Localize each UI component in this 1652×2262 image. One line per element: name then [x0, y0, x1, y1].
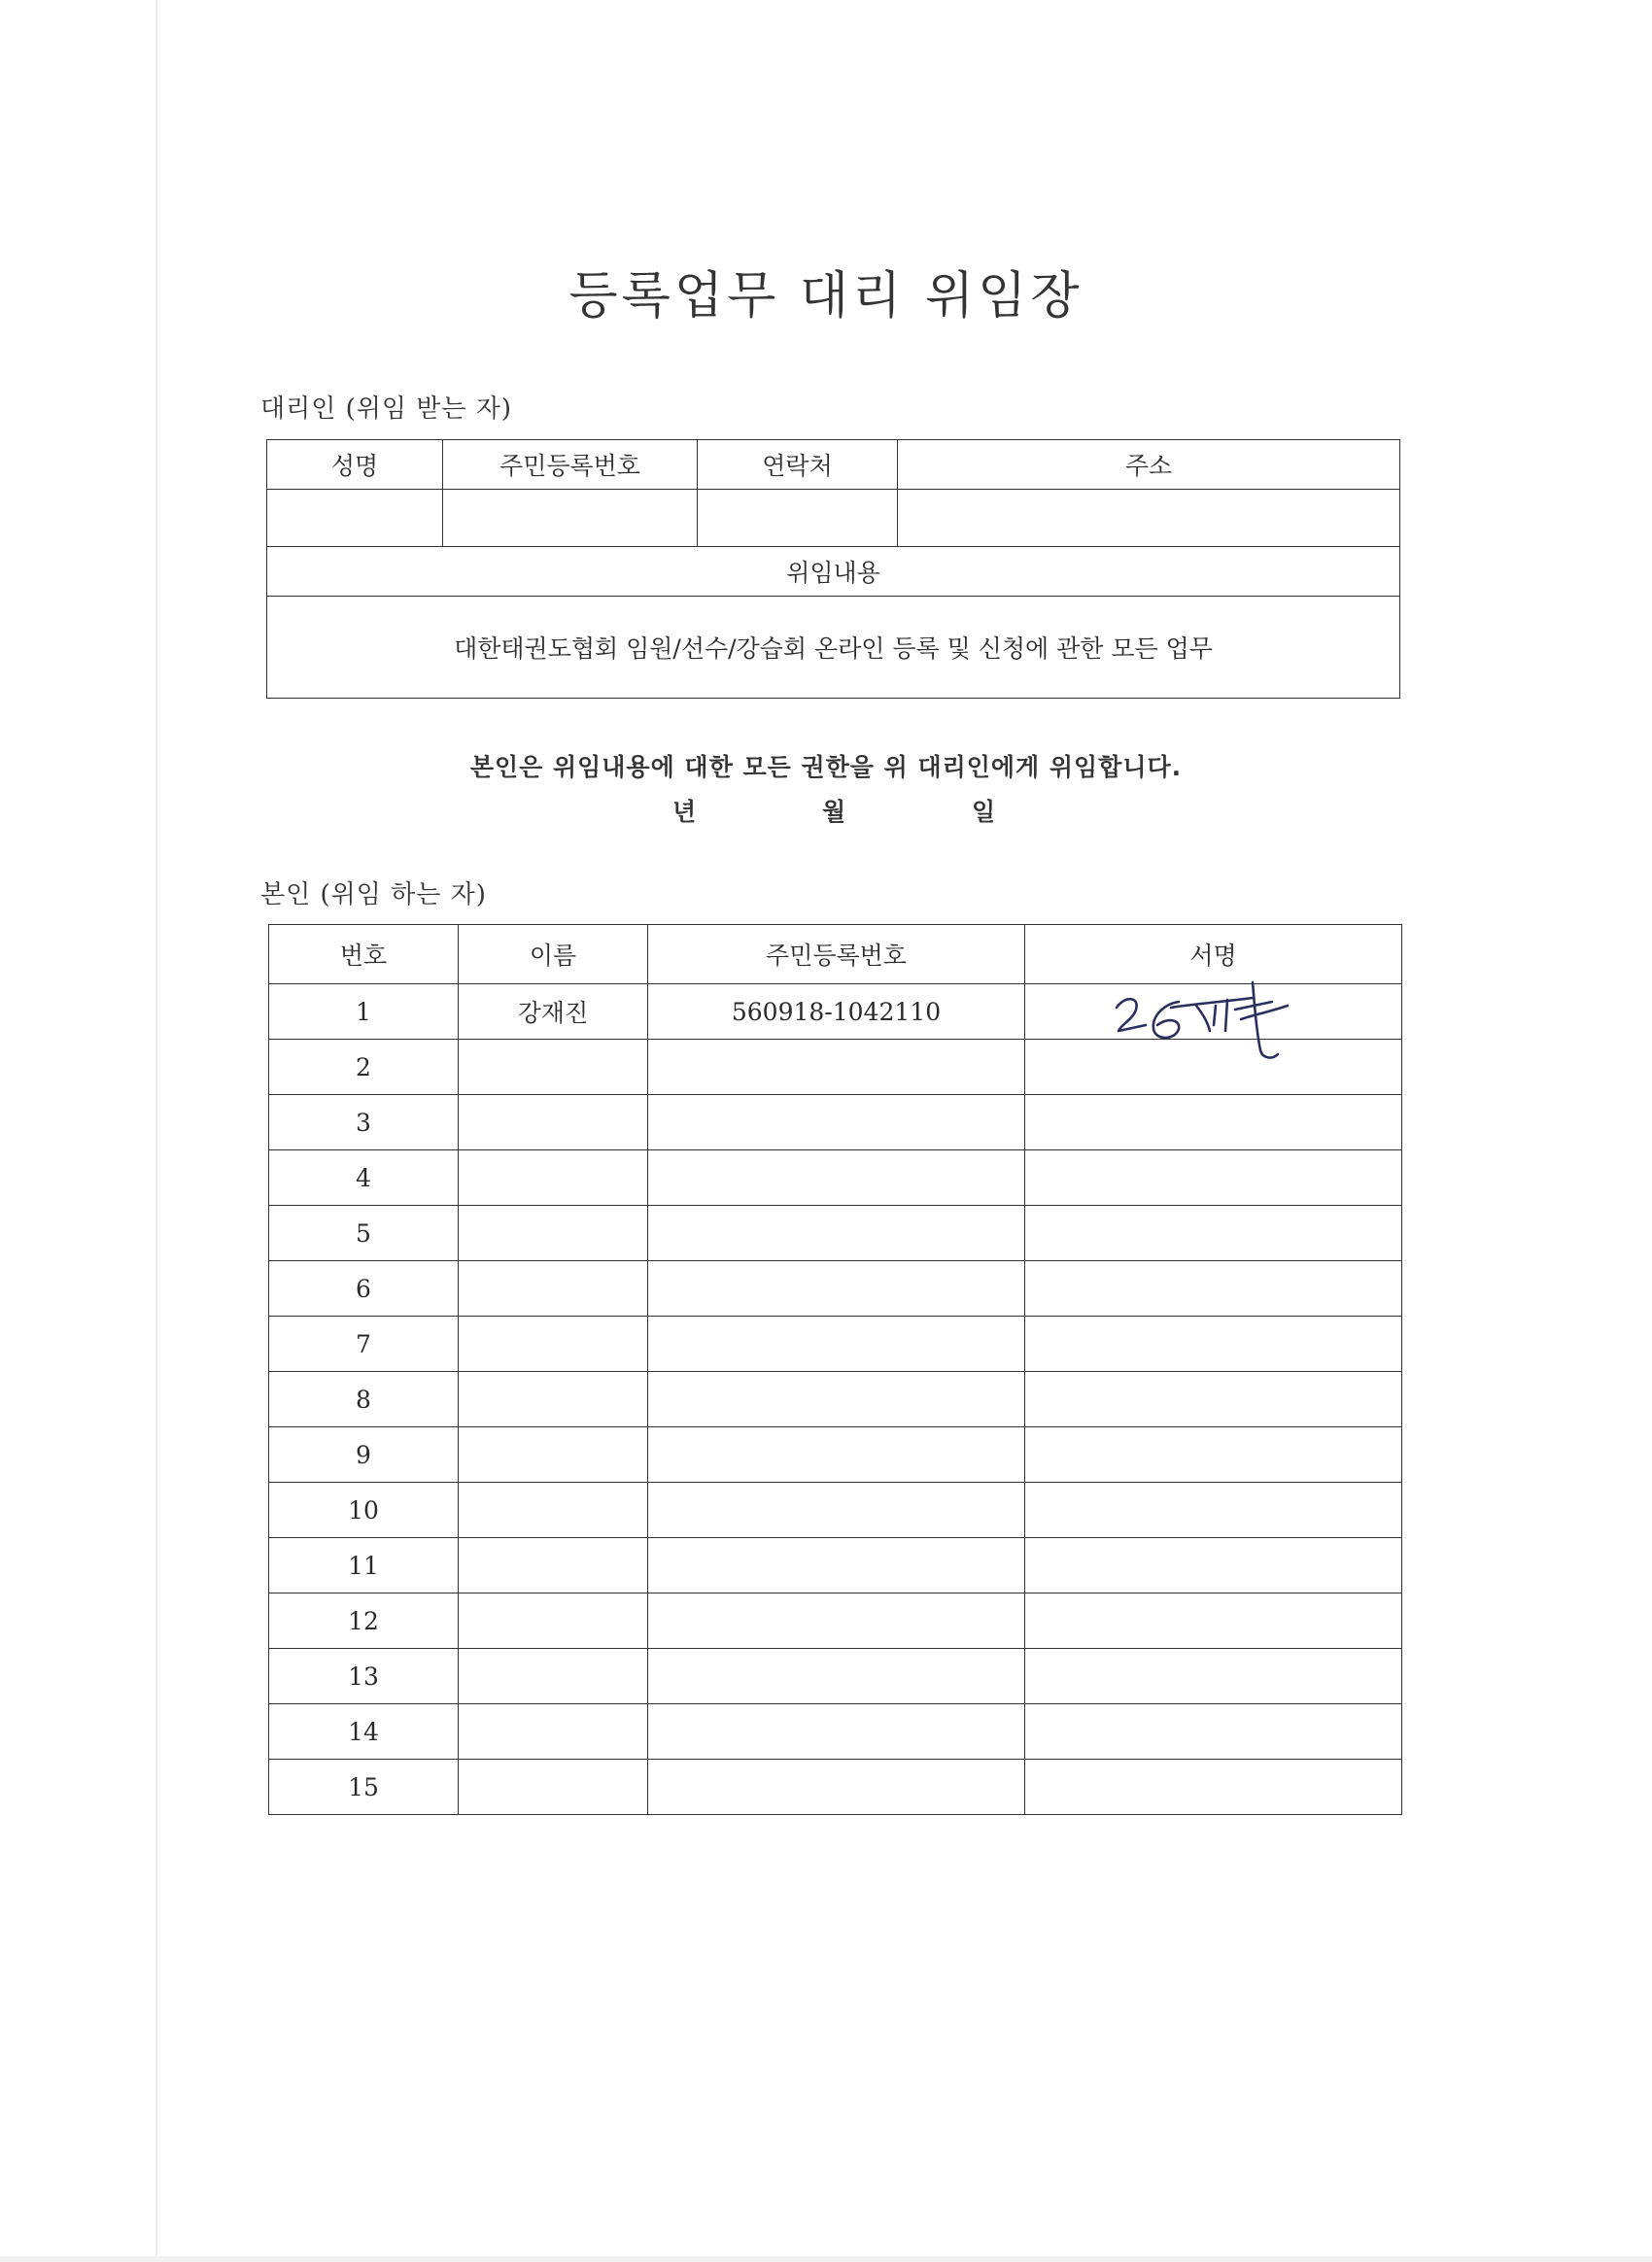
row-rrn[interactable] [648, 1372, 1025, 1427]
row-name[interactable] [459, 1483, 648, 1538]
row-name[interactable] [459, 1206, 648, 1261]
row-signature[interactable] [1025, 1483, 1402, 1538]
row-signature[interactable] [1025, 1095, 1402, 1150]
table-row [269, 1483, 1402, 1538]
row-rrn[interactable] [648, 1150, 1025, 1206]
table-row [269, 1427, 1402, 1483]
row-number: 9 [269, 1427, 459, 1483]
table-row [269, 984, 1402, 1040]
scan-bottom-edge [0, 2256, 1652, 2262]
table-row [269, 1150, 1402, 1206]
agent-data-row [267, 490, 1400, 547]
row-signature[interactable] [1025, 1649, 1402, 1704]
date-line [0, 793, 1652, 826]
row-name[interactable] [459, 1261, 648, 1317]
row-number: 7 [269, 1317, 459, 1372]
row-name[interactable] [459, 1594, 648, 1649]
table-row [269, 1760, 1402, 1815]
row-number: 13 [269, 1649, 459, 1704]
row-name[interactable] [459, 1372, 648, 1427]
row-number: 2 [269, 1040, 459, 1095]
row-rrn[interactable] [648, 1483, 1025, 1538]
agent-address-cell[interactable] [898, 490, 1400, 547]
row-rrn[interactable] [648, 1594, 1025, 1649]
row-signature[interactable] [1025, 984, 1402, 1040]
row-number: 15 [269, 1760, 459, 1815]
agent-header-row [267, 440, 1400, 490]
row-rrn[interactable] [648, 1427, 1025, 1483]
agent-col-name: 성명 [267, 440, 443, 490]
row-signature[interactable] [1025, 1206, 1402, 1261]
scope-header-row [267, 547, 1400, 597]
table-row [269, 1317, 1402, 1372]
principal-table [268, 924, 1402, 1815]
scope-text: 대한태권도협회 임원/선수/강습회 온라인 등록 및 신청에 관한 모든 업무 [267, 597, 1400, 699]
agent-contact-cell[interactable] [698, 490, 898, 547]
table-row [269, 1261, 1402, 1317]
row-signature[interactable] [1025, 1261, 1402, 1317]
principal-col-number: 번호 [269, 925, 459, 984]
row-name[interactable] [459, 1649, 648, 1704]
row-signature[interactable] [1025, 1760, 1402, 1815]
table-row [269, 1649, 1402, 1704]
row-name[interactable] [459, 1150, 648, 1206]
agent-col-contact: 연락처 [698, 440, 898, 490]
scope-header: 위임내용 [267, 547, 1400, 597]
principal-header-row [269, 925, 1402, 984]
row-number: 11 [269, 1538, 459, 1594]
row-number: 6 [269, 1261, 459, 1317]
row-rrn[interactable] [648, 1760, 1025, 1815]
row-number: 12 [269, 1594, 459, 1649]
agent-rrn-cell[interactable] [443, 490, 698, 547]
agent-col-rrn: 주민등록번호 [443, 440, 698, 490]
row-number: 1 [269, 984, 459, 1040]
row-signature[interactable] [1025, 1372, 1402, 1427]
scope-body-row [267, 597, 1400, 699]
row-rrn[interactable] [648, 1538, 1025, 1594]
agent-section-label: 대리인 (위임 받는 자) [260, 394, 513, 424]
row-rrn[interactable] [648, 1095, 1025, 1150]
table-row [269, 1206, 1402, 1261]
table-row [269, 1538, 1402, 1594]
table-row [269, 1704, 1402, 1760]
agent-table [266, 439, 1400, 699]
row-rrn[interactable] [648, 1317, 1025, 1372]
row-rrn[interactable] [648, 1704, 1025, 1760]
scan-edge [155, 0, 157, 2262]
row-number: 5 [269, 1206, 459, 1261]
row-name[interactable]: 강재진 [459, 984, 648, 1040]
row-signature[interactable] [1025, 1317, 1402, 1372]
principal-section-label: 본인 (위임 하는 자) [260, 880, 487, 909]
row-name[interactable] [459, 1704, 648, 1760]
principal-col-name: 이름 [459, 925, 648, 984]
table-row [269, 1095, 1402, 1150]
row-rrn[interactable] [648, 1040, 1025, 1095]
row-rrn[interactable] [648, 1261, 1025, 1317]
table-row [269, 1372, 1402, 1427]
date-year-label: 년 [672, 798, 697, 826]
row-name[interactable] [459, 1538, 648, 1594]
handwritten-signature-icon [1107, 977, 1321, 1064]
row-name[interactable] [459, 1760, 648, 1815]
agent-name-cell[interactable] [267, 490, 443, 547]
page-title: 등록업무 대리 위임장 [568, 267, 1084, 326]
row-signature[interactable] [1025, 1427, 1402, 1483]
row-name[interactable] [459, 1095, 648, 1150]
row-name[interactable] [459, 1317, 648, 1372]
date-month-label: 월 [822, 798, 846, 826]
table-row [269, 1594, 1402, 1649]
row-number: 10 [269, 1483, 459, 1538]
row-number: 8 [269, 1372, 459, 1427]
principal-col-signature: 서명 [1025, 925, 1402, 984]
row-signature[interactable] [1025, 1538, 1402, 1594]
row-signature[interactable] [1025, 1594, 1402, 1649]
row-name[interactable] [459, 1427, 648, 1483]
agent-col-address: 주소 [898, 440, 1400, 490]
date-day-label: 일 [972, 798, 996, 826]
row-rrn[interactable] [648, 1649, 1025, 1704]
delegation-statement: 본인은 위임내용에 대한 모든 권한을 위 대리인에게 위임합니다. [469, 753, 1183, 781]
row-number: 3 [269, 1095, 459, 1150]
principal-col-rrn: 주민등록번호 [648, 925, 1025, 984]
row-rrn[interactable] [648, 1206, 1025, 1261]
row-rrn[interactable]: 560918-1042110 [648, 984, 1025, 1040]
row-name[interactable] [459, 1040, 648, 1095]
row-number: 14 [269, 1704, 459, 1760]
row-signature[interactable] [1025, 1704, 1402, 1760]
row-signature[interactable] [1025, 1150, 1402, 1206]
row-number: 4 [269, 1150, 459, 1206]
